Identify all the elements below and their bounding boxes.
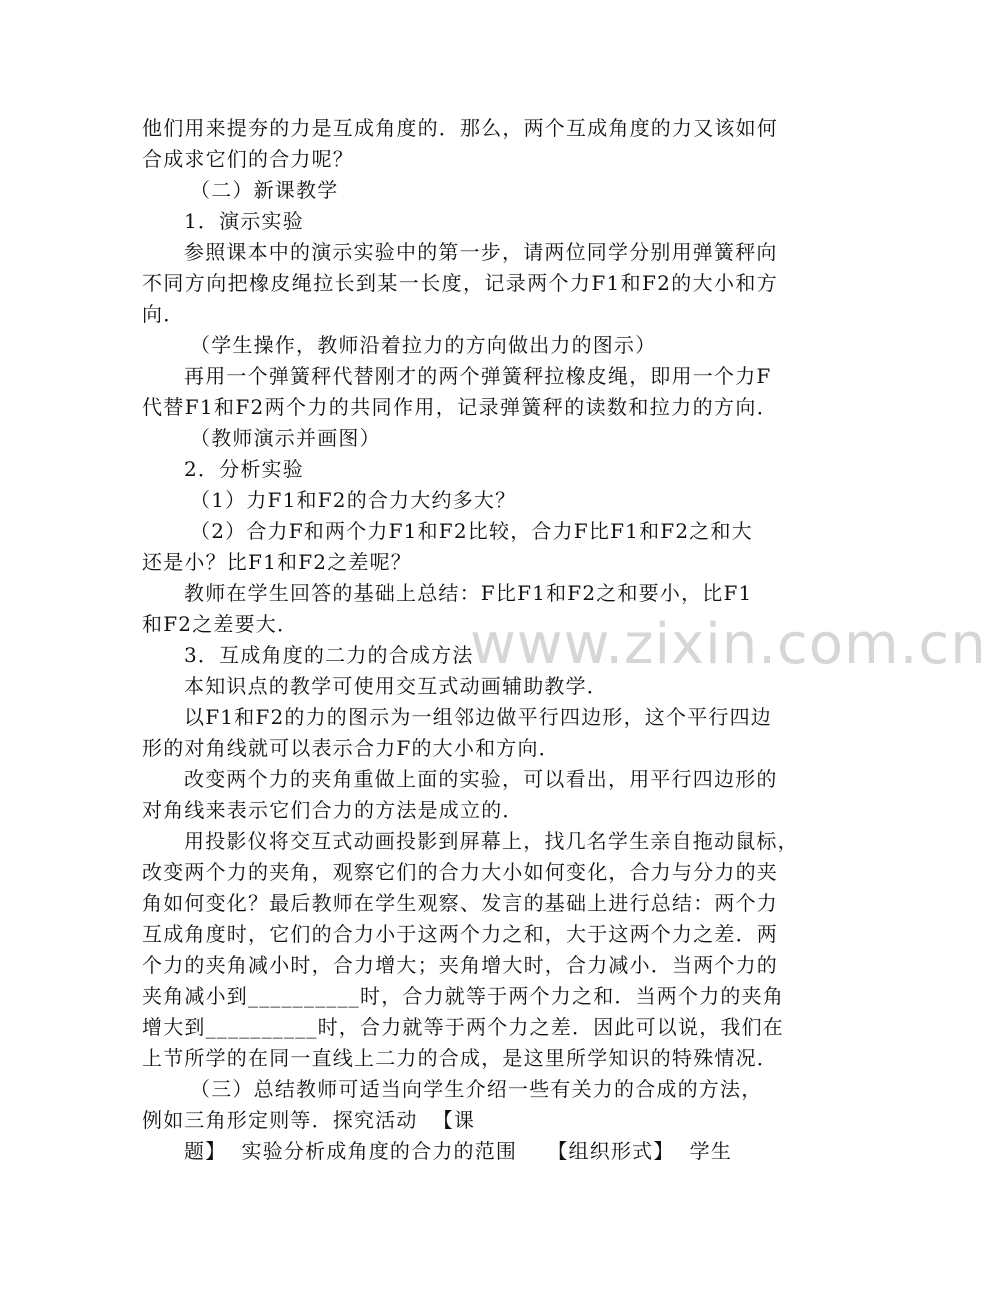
fill-blank-line: 夹角减小到__________时，合力就等于两个力之和．当两个力的夹角 <box>142 984 784 1008</box>
paragraph-line: 合成求它们的合力呢？ <box>142 147 354 171</box>
paragraph-line: 他们用来提夯的力是互成角度的．那么，两个互成角度的力又该如何 <box>142 116 778 140</box>
paragraph-line: 再用一个弹簧秤代替刚才的两个弹簧秤拉橡皮绳，即用一个力F <box>184 364 772 388</box>
paragraph-line: 教师在学生回答的基础上总结：F比F1和F2之和要小，比F1 <box>184 581 753 605</box>
paragraph-line: 题】 实验分析成角度的合力的范围 【组织形式】 学生 <box>184 1139 733 1163</box>
fill-blank-line: 增大到__________时，合力就等于两个力之差．因此可以说，我们在 <box>142 1015 784 1039</box>
subsection-heading: 3．互成角度的二力的合成方法 <box>184 643 474 667</box>
paragraph-line: 互成角度时，它们的合力小于这两个力之和，大于这两个力之差．两 <box>142 922 778 946</box>
paragraph-line: 不同方向把橡皮绳拉长到某一长度，记录两个力F1和F2的大小和方 <box>142 271 778 295</box>
subsection-heading: 2．分析实验 <box>184 457 304 481</box>
question-line: （1）力F1和F2的合力大约多大？ <box>190 488 517 512</box>
question-line: 还是小？比F1和F2之差呢？ <box>142 550 413 574</box>
paragraph-line: 形的对角线就可以表示合力F的大小和方向． <box>142 736 560 760</box>
paragraph-line: 向． <box>142 302 185 326</box>
paragraph-line: 以F1和F2的力的图示为一组邻边做平行四边形，这个平行四边 <box>184 705 773 729</box>
paragraph-line: 改变两个力的夹角，观察它们的合力大小如何变化，合力与分力的夹 <box>142 860 778 884</box>
paragraph-line: 上节所学的在同一直线上二力的合成，是这里所学知识的特殊情况． <box>142 1046 778 1070</box>
watermark: www.zixin.com.cn <box>470 612 987 677</box>
paragraph-line: 本知识点的教学可使用交互式动画辅助教学． <box>184 674 608 698</box>
paragraph-line: 参照课本中的演示实验中的第一步，请两位同学分别用弹簧秤向 <box>184 240 778 264</box>
paragraph-line: （教师演示并画图） <box>190 426 381 450</box>
paragraph-line: 角如何变化？最后教师在学生观察、发言的基础上进行总结：两个力 <box>142 891 778 915</box>
paragraph-line: 对角线来表示它们合力的方法是成立的． <box>142 798 524 822</box>
paragraph-line: 和F2之差要大． <box>142 612 299 636</box>
paragraph-line: 例如三角形定则等．探究活动 【课 <box>142 1108 476 1132</box>
paragraph-line: 用投影仪将交互式动画投影到屏幕上，找几名学生亲自拖动鼠标， <box>184 829 799 853</box>
paragraph-line: 改变两个力的夹角重做上面的实验，可以看出，用平行四边形的 <box>184 767 778 791</box>
section-heading: （三）总结教师可适当向学生介绍一些有关力的合成的方法， <box>190 1077 763 1101</box>
section-heading: （二）新课教学 <box>190 178 339 202</box>
paragraph-line: 个力的夹角减小时，合力增大；夹角增大时，合力减小．当两个力的 <box>142 953 778 977</box>
paragraph-line: 代替F1和F2两个力的共同作用，记录弹簧秤的读数和拉力的方向． <box>142 395 778 419</box>
subsection-heading: 1．演示实验 <box>184 209 304 233</box>
question-line: （2）合力F和两个力F1和F2比较，合力F比F1和F2之和大 <box>190 519 753 543</box>
paragraph-line: （学生操作，教师沿着拉力的方向做出力的图示） <box>190 333 657 357</box>
